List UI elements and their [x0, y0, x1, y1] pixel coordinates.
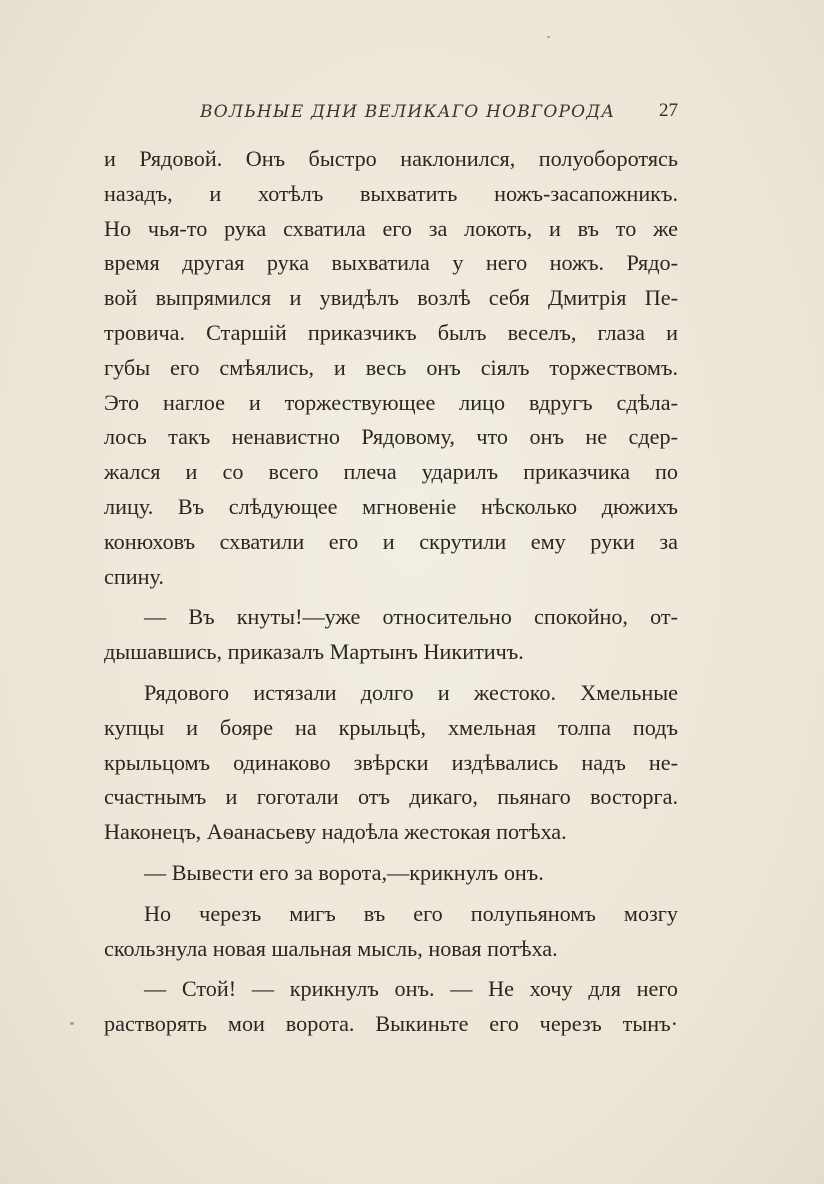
text-line: лицу. Въ слѣдующее мгновеніе нѣсколько дюжихъ	[104, 493, 678, 519]
text-line: спину.	[104, 563, 164, 589]
page-number: 27	[659, 100, 678, 121]
text-line: купцы и бояре на крыльцѣ, хмельная толпа подъ	[104, 714, 678, 740]
running-head	[104, 100, 678, 126]
body-text	[104, 142, 678, 1042]
text-line: Это наглое и торжествующее лицо вдругъ сдѣла-	[104, 389, 678, 415]
text-line: Но черезъ мигъ въ его полупьяномъ мозгу	[144, 900, 678, 926]
text-line: Рядового истязали долго и жестоко. Хмельные	[144, 679, 678, 705]
text-line: и Рядовой. Онъ быстро наклонился, полуоборотясь	[104, 146, 678, 171]
text-line: назадъ, и хотѣлъ выхватить ножъ-засапожникъ.	[104, 180, 678, 206]
text-line: Наконецъ, Аѳанасьеву надоѣла жестокая потѣха.	[104, 819, 567, 845]
text-line: Но чья-то рука схватила его за локоть, и въ то же	[104, 215, 678, 241]
paper-speck	[547, 36, 550, 38]
text-line: дышавшись, приказалъ Мартынъ Никитичъ.	[104, 639, 524, 665]
text-line: — Стой! — крикнулъ онъ. — Не хочу для него	[144, 976, 678, 1002]
text-line: конюховъ схватили его и скрутили ему руки за	[104, 528, 678, 554]
text-line: лось такъ ненавистно Рядовому, что онъ не сдер-	[104, 424, 678, 450]
text-line: — Въ кнуты!—уже относительно спокойно, от-	[144, 604, 678, 630]
running-title: ВОЛЬНЫЕ ДНИ ВЕЛИКАГО НОВГОРОДА	[200, 102, 616, 122]
text-line: губы его смѣялись, и весь онъ сіялъ торжествомъ.	[104, 354, 678, 380]
paper-speck	[70, 1022, 74, 1025]
text-line: крыльцомъ одинаково звѣрски издѣвались надъ не-	[104, 749, 678, 775]
text-line: растворять мои ворота. Выкиньте его черезъ тынъ·	[104, 1011, 678, 1037]
text-line: жался и со всего плеча ударилъ приказчика по	[104, 459, 678, 485]
text-line: тровича. Старшій приказчикъ былъ веселъ, глаза и	[104, 319, 678, 345]
text-line: счастнымъ и гоготали отъ дикаго, пьянаго восторга.	[104, 784, 678, 810]
text-line: время другая рука выхватила у него ножъ. Рядо-	[104, 250, 678, 276]
text-line: вой выпрямился и увидѣлъ возлѣ себя Дмитрія Пе-	[104, 285, 678, 311]
text-line: скользнула новая шальная мысль, новая потѣха.	[104, 935, 558, 961]
text-line: — Вывести его за ворота,—крикнулъ онъ.	[144, 859, 544, 885]
